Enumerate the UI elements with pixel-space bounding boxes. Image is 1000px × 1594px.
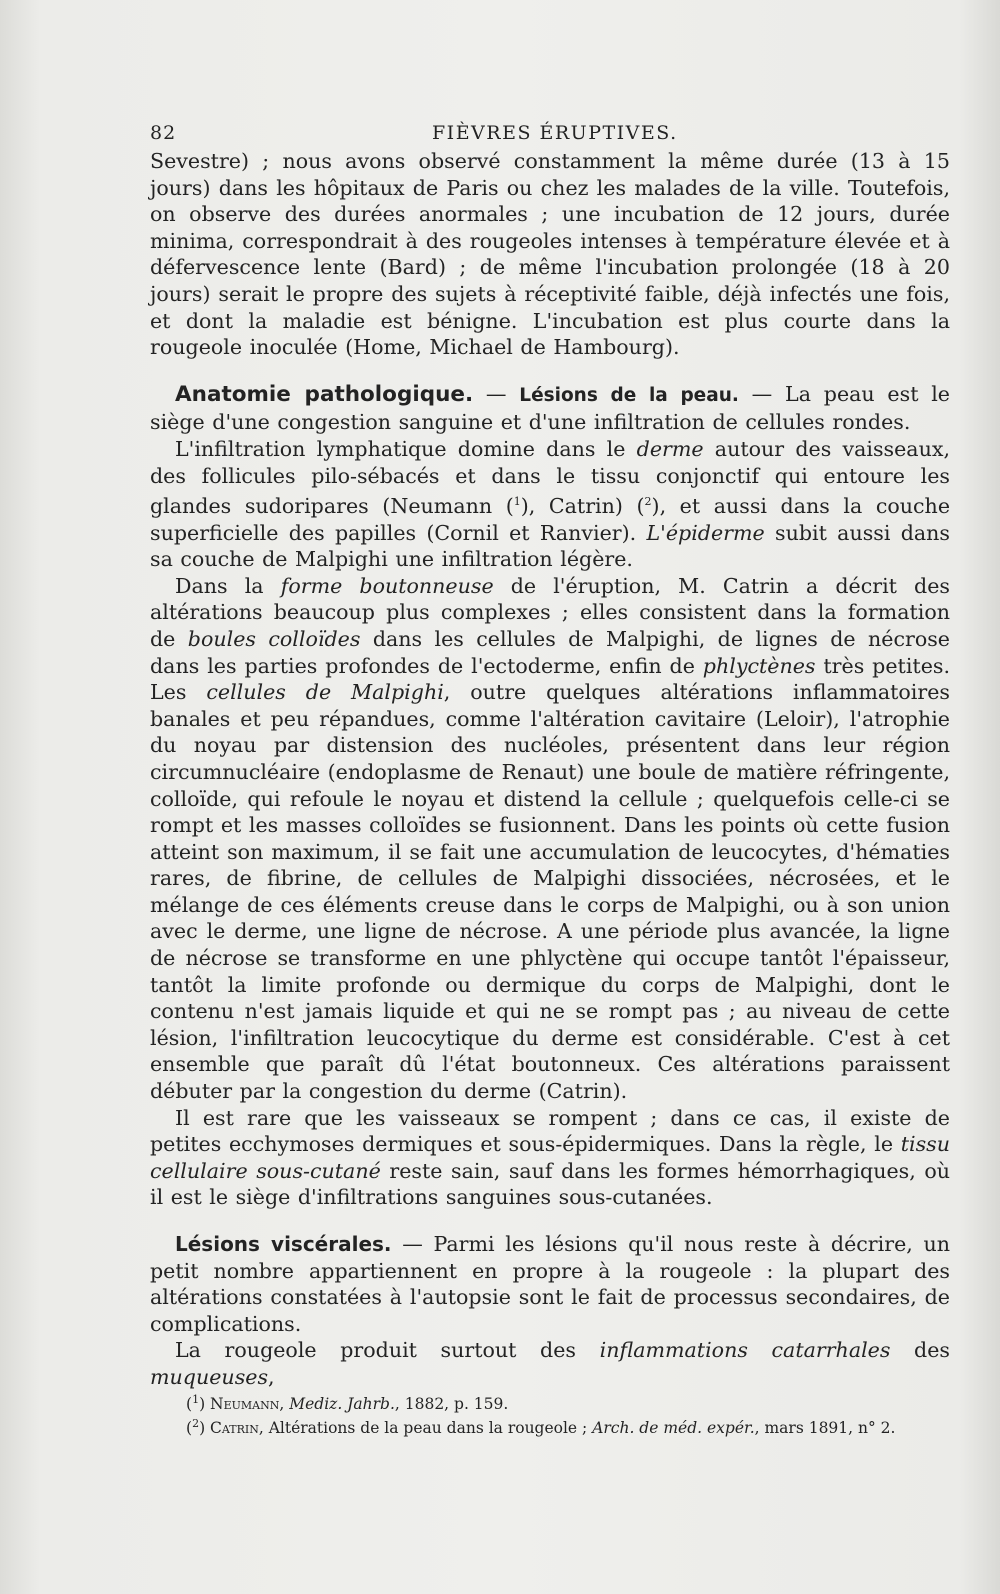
text-run: très petites. Les — [150, 653, 950, 705]
footnote-1: ($^1$) Neumann, Mediz. Jahrb., 1882, p. 159. — [186, 1393, 509, 1414]
text-run: ), et aussi dans la couche superficielle des papilles (Cornil et Ranvier). — [150, 493, 951, 545]
infiltration-paragraph — [150, 436, 950, 573]
text-run: des — [890, 1338, 950, 1363]
text-run: subit aussi dans sa couche de Malpighi une infiltration légère. — [150, 520, 950, 572]
text-run: , 1882, p. 159. — [394, 1395, 509, 1414]
italic-term: L'épiderme — [646, 520, 765, 545]
text-run: , outre quelques altérations inflammatoires banales et peu répandues, comme l'altération cavitaire (Leloir), l'atrophie du noyau par distension des nucléoles, présentent dans leur région circumnucléaire (endoplasme de Renaut) une boule de matière réfringente, colloïde, qui refoule le noyau et distend la cellule ; quelquefois celle-ci se rompt et les masses colloïdes se fusionnent. Dans les points où cette fusion atteint son maximum, il se fait une accumulation de leucocytes, d'hématies rares, de fibrine, de cellules de Malpighi dissociées, nécrosées, et le mélange de ces éléments creuse dans le corps de Malpighi, ou à son union avec le derme, une ligne de nécrose. A une période plus avancée, la ligne de nécrose se transforme en une phlyctène qui occupe tantôt l'épaisseur, tantôt la limite profonde ou dermique du corps de Malpighi, dont le contenu n'est jamais liquide et qui ne se rompt pas ; au niveau de cette lésion, l'infiltration leucocytique du derme est considérable. C'est à cet ensemble que paraît dû l'état boutonneux. Ces altérations paraissent débuter par la congestion du derme (Catrin). — [150, 680, 950, 1104]
text-run: autour des vaisseaux, des follicules pilo-sébacés et dans le tissu conjonctif qui entoure les glandes sudoripares (Neumann ( — [150, 436, 950, 518]
italic-term: cellules de Malpighi — [206, 680, 444, 705]
running-title: FIÈVRES ÉRUPTIVES. — [432, 122, 678, 144]
text-run: , — [279, 1395, 290, 1414]
section-heading-visceral: Lésions viscérales. — [175, 1232, 392, 1257]
footnote-2: ($^2$) Catrin, Altérations de la peau dans la rougeole ; Arch. de méd. expér., mars 1891, n° 2. — [186, 1417, 896, 1438]
text-run: dans les cellules de Malpighi, de lignes de nécrose dans les parties profondes de l'ectoderme, enfin de — [150, 626, 950, 678]
text-run: , — [268, 1364, 275, 1389]
italic-term: tissu cellulaire sous-cutané — [150, 1132, 950, 1183]
text-run: ), Catrin) ( — [520, 493, 645, 518]
body-text — [150, 148, 950, 1391]
text-run: , Altérations de la peau dans la rougeole ; — [258, 1419, 593, 1438]
italic-term: phlyctènes — [702, 653, 816, 678]
boutonneuse-paragraph — [150, 573, 950, 1105]
page-number: 82 — [150, 122, 177, 144]
visceral-paragraph — [150, 1231, 950, 1337]
text-run: de l'éruption, M. Catrin a décrit des altérations beaucoup plus complexes ; elles consistent dans la formation de — [150, 573, 950, 651]
last-paragraph — [150, 1337, 950, 1390]
text-run: , mars 1891, n° 2. — [754, 1419, 896, 1438]
intro-paragraph: Sevestre) ; nous avons observé constamment la même durée (13 à 15 jours) dans les hôpitaux de Paris ou chez les malades de la ville. Toutefois, on observe des durées anormales ; une incubation de 12 jours, durée minima, correspondrait à des rougeoles intenses à température élevée et à défervescence lente (Bard) ; de même l'incubation prolongée (18 à 20 jours) serait le propre des sujets à réceptivité faible, déjà infectés une fois, et dont la maladie est bénigne. L'incubation est plus courte dans la rougeole inoculée (Home, Michael de Hambourg). — [150, 149, 950, 360]
text-run: L'infiltration lymphatique domine dans le — [175, 436, 637, 461]
visceral-text: Parmi les lésions qu'il nous reste à décrire, un petit nombre appartiennent en propre à la rougeole : la plupart des altérations constatées à l'autopsie sont le fait de processus secondaires, de complications. — [150, 1232, 950, 1336]
heading-dash: — — [738, 381, 786, 406]
italic-term: inflammations catarrhales — [599, 1338, 891, 1363]
footnote-journal: Arch. de méd. expér. — [592, 1419, 755, 1438]
footnote-author: Neumann — [210, 1395, 280, 1414]
footnote-ref: 1 — [513, 495, 521, 509]
text-run: Dans la — [175, 573, 281, 598]
footnotes — [186, 1390, 956, 1438]
vaisseaux-paragraph — [150, 1105, 950, 1211]
text-run: Il est rare que les vaisseaux se rompent ; dans ce cas, il existe de petites ecchymoses dermiques et sous-épidermiques. Dans la règle, le — [150, 1105, 950, 1157]
italic-term: derme — [636, 436, 704, 461]
anatomie-lead: La peau est le siège d'une congestion sanguine et d'une infiltration de cellules rondes. — [150, 381, 950, 435]
footnote-journal: Mediz. Jahrb. — [289, 1395, 395, 1414]
section-heading-anatomie: Anatomie pathologique. — [175, 381, 474, 407]
footnote-mark: 1 — [192, 1393, 200, 1406]
footnote-author: Catrin — [210, 1419, 259, 1438]
italic-term: muqueuses — [150, 1364, 269, 1389]
anatomie-paragraph — [150, 381, 950, 436]
footnote-mark: 2 — [192, 1417, 200, 1431]
heading-dash: — — [473, 381, 520, 406]
subsection-heading-peau: Lésions de la peau. — [519, 384, 739, 406]
text-run: La rougeole produit surtout des — [175, 1338, 600, 1363]
heading-dash: — — [391, 1232, 434, 1257]
italic-term: forme boutonneuse — [280, 573, 494, 598]
italic-term: boules colloïdes — [187, 626, 361, 651]
text-run: reste sain, sauf dans les formes hémorrhagiques, où il est le siège d'infiltrations sanguines sous-cutanées. — [150, 1158, 950, 1210]
footnote-ref: 2 — [644, 495, 652, 509]
